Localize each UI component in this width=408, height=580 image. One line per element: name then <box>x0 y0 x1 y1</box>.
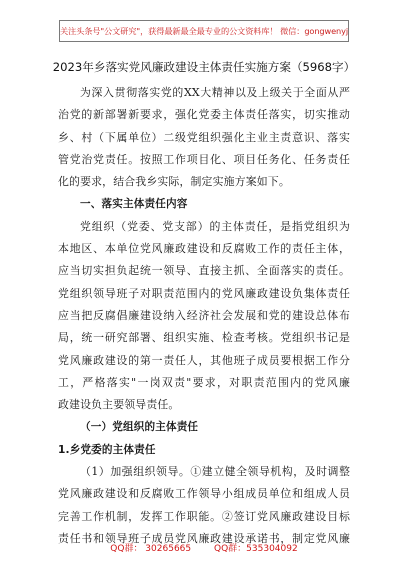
document-body <box>58 82 350 550</box>
header-banner: 关注头条号"公文研究"，获得最新最全最专业的公文资料库！ 微信：gongwenyj <box>59 20 349 42</box>
section-body-line: 政建设负主要领导责任。 <box>58 398 180 412</box>
section-body-line: 应当把反腐倡廉建设纳入经济社会发展和党的建设总体布 <box>58 308 350 322</box>
item-body-line: 责任书和领导班子成员党风廉政建设承诺书，制定党风廉 <box>58 531 350 545</box>
section-body-line: 工，严格落实"一岗双责"要求，对职责范围内的党风廉 <box>58 375 350 389</box>
item-body-line: （1）加强组织领导。①建立健全领导机构，及时调整 <box>80 465 350 479</box>
section-body-line: 本地区、本单位党风廉政建设和反腐败工作的责任主体， <box>58 242 350 256</box>
intro-line: 化的要求，结合我乡实际，制定实施方案如下。 <box>58 175 290 189</box>
intro-line: 乡、村（下属单位）二级党组织强化主业主责意识、落实 <box>58 130 350 144</box>
intro-line: 治党的新部署新要求，强化党委主体责任落实，切实推动 <box>58 108 350 122</box>
section-body-line: 党组织（党委、党支部）的主体责任，是指党组织为 <box>80 219 350 233</box>
footer-contact: QQ群： 30265665 QQ群：535304092 <box>110 544 298 554</box>
intro-line: 为深入贯彻落实党的XX大精神以及上级关于全面从严 <box>80 86 350 99</box>
item-body-line: 党风廉政建设和反腐败工作领导小组成员单位和组成人员 <box>58 487 350 501</box>
subsubsection-heading: 1.乡党委的主体责任 <box>58 443 156 456</box>
subsection-heading: （一）党组织的主体责任 <box>80 421 199 434</box>
section-heading: 一、落实主体责任内容 <box>80 198 188 211</box>
section-body-line: 局，统一研究部署、组织实施、检查考核。党组织书记是 <box>58 331 350 345</box>
section-body-line: 应当切实担负起统一领导、直接主抓、全面落实的责任。 <box>58 264 350 278</box>
document-title: 2023年乡落实党风廉政建设主体责任实施方案（5968字） <box>52 60 356 74</box>
section-body-line: 党组织领导班子对职责范围内的党风廉政建设负集体责任 <box>58 286 350 300</box>
intro-line: 管党治党责任。按照工作项目化、项目任务化、任务责任 <box>58 152 350 166</box>
section-body-line: 党风廉政建设的第一责任人，其他班子成员要根据工作分 <box>58 353 350 367</box>
item-body-line: 完善工作机制，发挥工作职能。②签订党风廉政建设目标 <box>58 509 350 523</box>
